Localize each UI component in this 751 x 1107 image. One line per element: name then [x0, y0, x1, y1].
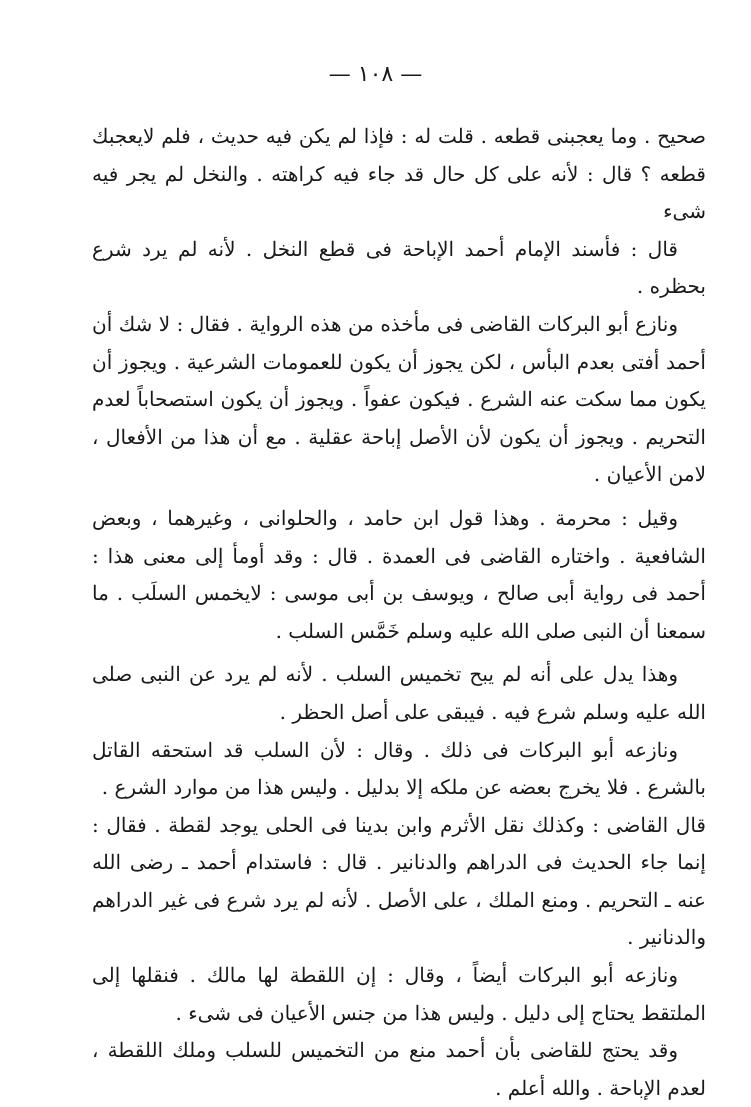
page-number: — ١٠٨ — — [328, 62, 423, 87]
paragraph-2: قال : فأسند الإمام أحمد الإباحة فى قطع النخل . لأنه لم يرد شرع بحظره . — [92, 236, 706, 299]
paragraph-8: ونازعه أبو البركات أيضاً ، وقال : إن اللقطة لها مالك . فنقلها إلى الملتقط يحتاج إلى دليل . وليس هذا من جنس الأعيان فى شىء . — [92, 963, 706, 1025]
body-text — [92, 118, 706, 1107]
paragraph-1: صحيح . وما يعجبنى قطعه . قلت له : فإذا لم يكن فيه حديث ، فلم لايعجبك قطعه ؟ قال : لأنه على كل حال قد جاء فيه كراهته . والنخل لم يجر فيه شىء — [92, 124, 706, 224]
paragraph-7: قال القاضى : وكذلك نقل الأثرم وابن بدينا فى الحلى يوجد لقطة . فقال : إنما جاء الحديث فى الدراهم والدنانير . قال : فاستدام أحمد ـ رضى الله عنه ـ التحريم . ومنع الملك ، على الأصل . لأنه لم يرد شرع فى غير الدراهم والدنانير . — [92, 812, 706, 950]
paragraph-9: وقد يحتج للقاضى بأن أحمد منع من التخميس للسلب وملك اللقطة ، لعدم الإباحة . والله أعلم . — [92, 1038, 706, 1100]
paragraph-3: ونازع أبو البركات القاضى فى مأخذه من هذه الرواية . فقال : لا شك أن أحمد أفتى بعدم البأس ، لكن يجوز أن يكون للعمومات الشرعية . ويجوز أن يكون مما سكت عنه الشرع . فيكون عفواً . ويجوز أن يكون استصحاباً لعدم التحريم . ويجوز أن يكون لأن الأصل إباحة عقلية . مع أن هذا من الأفعال ، لامن الأعيان . — [92, 311, 706, 487]
paragraph-5: وهذا يدل على أنه لم يبح تخميس السلب . لأنه لم يرد عن النبى صلى الله عليه وسلم شرع فيه . فيبقى على أصل الحظر . — [92, 662, 706, 724]
paragraph-6: ونازعه أبو البركات فى ذلك . وقال : لأن السلب قد استحقه القاتل بالشرع . فلا يخرج بعضه عن ملكه إلا بدليل . وليس هذا من موارد الشرع . — [92, 737, 706, 800]
paragraph-4: وقيل : محرمة . وهذا قول ابن حامد ، والحلوانى ، وغيرهما ، وبعض الشافعية . واختاره القاضى فى العمدة . قال : وقد أومأ إلى معنى هذا : أحمد فى رواية أبى صالح ، ويوسف بن أبى موسى : لايخمس السلَب . ما سمعنا أن النبى صلى الله عليه وسلم خَمَّس السلب . — [92, 505, 706, 643]
